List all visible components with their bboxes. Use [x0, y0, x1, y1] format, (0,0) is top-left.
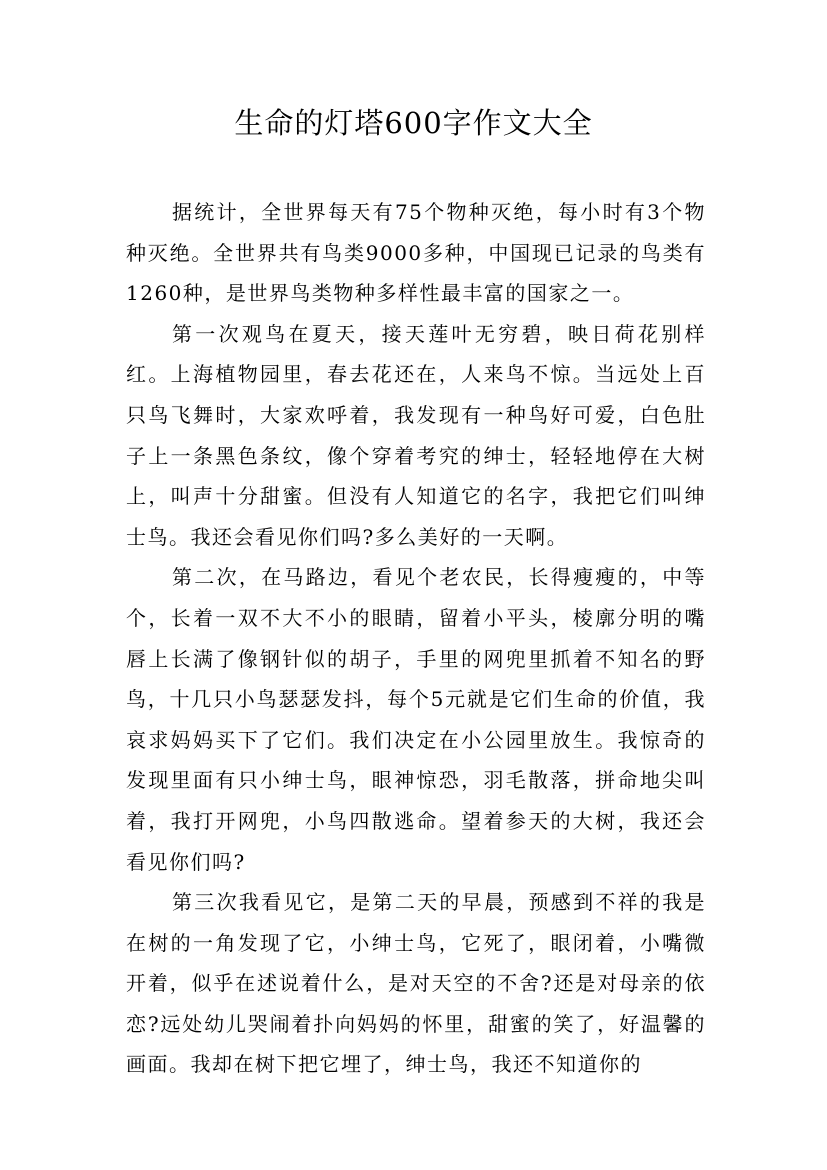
paragraph: 第一次观鸟在夏天，接天莲叶无穷碧，映日荷花别样红。上海植物园里，春去花还在，人来鸟不惊。当远处上百只鸟飞舞时，大家欢呼着，我发现有一种鸟好可爱，白色肚子上一条黑色条纹，像个穿着考究的绅士，轻轻地停在大树上，叫声十分甜蜜。但没有人知道它的名字，我把它们叫绅士鸟。我还会看见你们吗?多么美好的一天啊。 [126, 321, 706, 549]
paragraph: 第二次，在马路边，看见个老农民，长得瘦瘦的，中等个，长着一双不大不小的眼睛，留着小平头，棱廓分明的嘴唇上长满了像钢针似的胡子，手里的网兜里抓着不知名的野鸟，十几只小鸟瑟瑟发抖，每个5元就是它们生命的价值，我哀求妈妈买下了它们。我们决定在小公园里放生。我惊奇的发现里面有只小绅士鸟，眼神惊恐，羽毛散落，拼命地尖叫着，我打开网兜，小鸟四散逃命。望着参天的大树，我还会看见你们吗? [126, 565, 706, 874]
paragraph: 第三次我看见它，是第二天的早晨，预感到不祥的我是在树的一角发现了它，小绅士鸟，它死了，眼闭着，小嘴微开着，似乎在述说着什么，是对天空的不舍?还是对母亲的依恋?远处幼儿哭闹着扑向妈妈的怀里，甜蜜的笑了，好温馨的画面。我却在树下把它埋了，绅士鸟，我还不知道你的 [126, 890, 706, 1077]
paragraph: 据统计，全世界每天有75个物种灭绝，每小时有3个物种灭绝。全世界共有鸟类9000多种，中国现已记录的鸟类有1260种，是世界鸟类物种多样性最丰富的国家之一。 [126, 200, 706, 306]
document-body [126, 192, 706, 1085]
document-title: 生命的灯塔600字作文大全 [234, 106, 593, 140]
